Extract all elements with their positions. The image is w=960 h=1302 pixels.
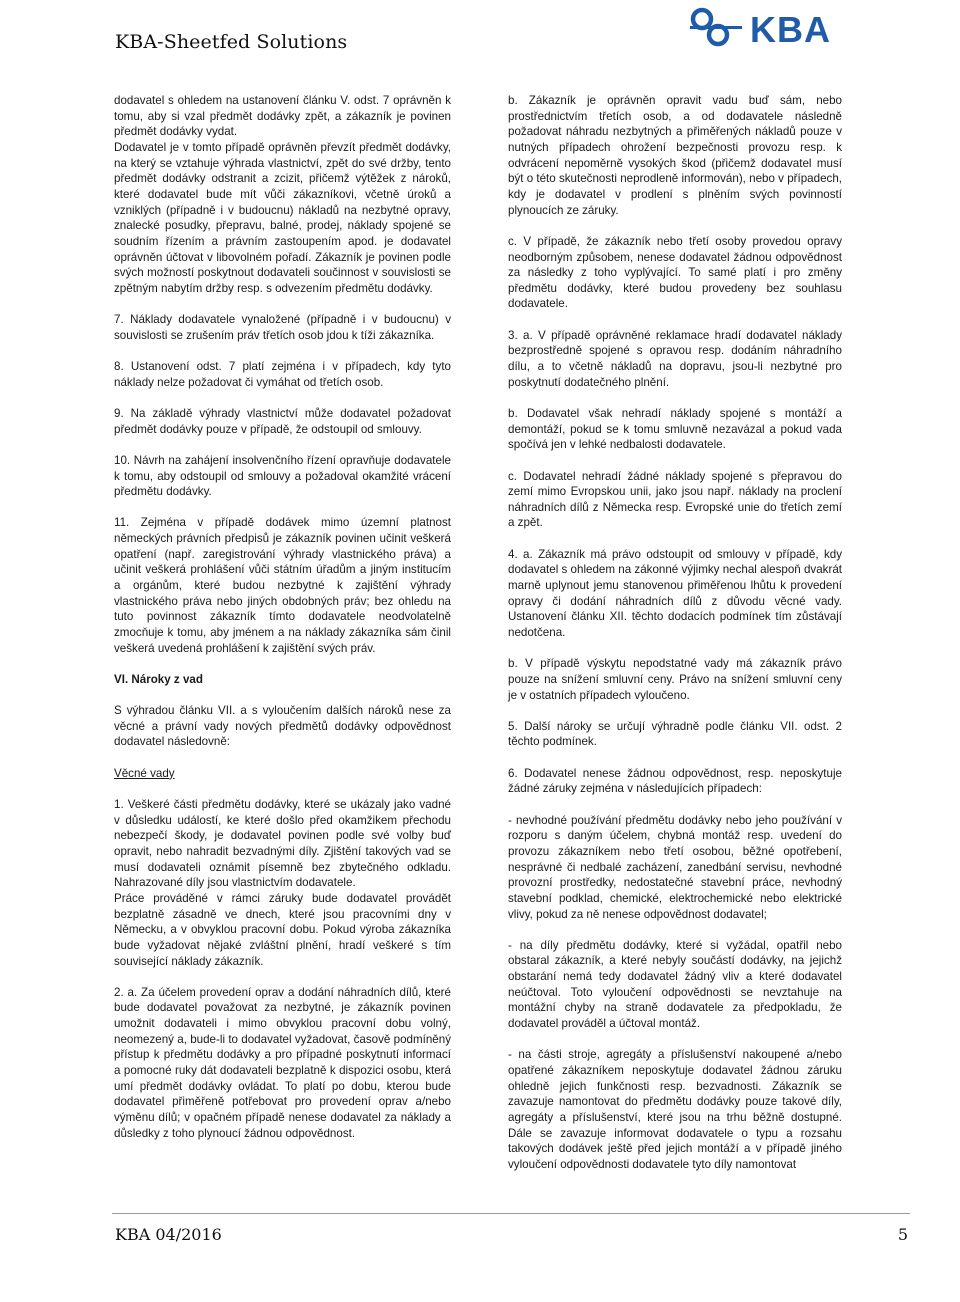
footer-divider: [112, 1213, 910, 1214]
paragraph: 5. Další nároky se určují výhradně podle článku VII. odst. 2 těchto podmínek.: [508, 719, 842, 749]
paragraph: 1. Veškeré části předmětu dodávky, které se ukázaly jako vadné v důsledku událostí, ke které došlo před okamžikem přechodu nebezpečí škody, je dodavatel povinen podle své volby buď opravit, nebo nahradit bezvadnými díly. Zjištění takových vad se musí dodavateli oznámit písemně bez zbytečného odkladu. Nahrazované díly jsou vlastnictvím dodavatele.: [114, 797, 451, 890]
paragraph: 3. a. V případě oprávněné reklamace hradí dodavatel náklady bezprostředně spojené s opravou resp. dodáním náhradního dílu, a to včetně nákladů na dopravu, jsou-li nezbytné pro poskytnutí dodatečného plnění.: [508, 328, 842, 389]
paragraph: - na díly předmětu dodávky, které si vyžádal, opatřil nebo obstaral zákazník, a které nebyly součástí dodávky, na jejichž obstarání nemá tedy dodavatel žádný vliv a které dodavatel neúčtoval. Toto vyloučení odpovědnosti se nevztahuje na montážní chyby na straně dodavatele za předpokladu, že dodavatel prováděl a účtoval montáž.: [508, 938, 842, 1031]
paragraph: b. Dodavatel však nehradí náklady spojené s montáží a demontáží, pokud se k tomu smluvně nezavázal a pokud vada spočívá jen v lehké nedbalosti dodavatele.: [508, 406, 842, 452]
paragraph: Dodavatel je v tomto případě oprávněn převzít předmět dodávky, na který se vztahuje výhrada vlastnictví, zpět do své držby, tento předmět dodávky odstranit a zcizit, přičemž výtěžek z nároků, které dodavatel bude mít vůči zákazníkovi, včetně úroků a vzniklých (případně i v budoucnu) nákladů na nezbytné opravy, znalecké posudky, přepravu, balné, prodej, náklady spojené se soudním řízením a právním zastoupením apod. je dodavatel oprávněn účtovat v libovolném pořadí. Zákazník je povinen podle svých možností poskytnout dodavateli součinnost v souvislosti se zpětným nabytím držby resp. s odvezením předmětu dodávky.: [114, 140, 451, 295]
kba-logo-icon: [688, 4, 848, 50]
paragraph: 7. Náklady dodavatele vynaložené (případně i v budoucnu) v souvislosti se zrušením práv třetích osob jdou k tíži zákazníka.: [114, 313, 451, 342]
paragraph: 10. Návrh na zahájení insolvenčního řízení opravňuje dodavatele k tomu, aby odstoupil od smlouvy a požadoval okamžité vrácení předmětu dodávky.: [114, 453, 451, 499]
paragraph: 2. a. Za účelem provedení oprav a dodání náhradních dílů, které bude dodavatel považovat za nezbytné, je zákazník povinen umožnit dodavateli i mimo obvyklou pracovní dobu volný, neomezený a, bude-li to dodavatel vyžadovat, časově podmíněný přístup k předmětu dodávky a pro případné poskytnutí informací a pomocné ruky dát dodavateli bezplatně k dispozici osobu, která umí předmět dodávky ovládat. To platí po dobu, kterou bude dodavatel přiměřeně potřebovat pro provedení oprav a/nebo výměnu dílů; v opačném případě nenese dodavatel za náklady a důsledky z toho plynoucí žádnou odpovědnost.: [114, 985, 451, 1140]
section-heading: VI. Nároky z vad: [114, 672, 203, 686]
paragraph: b. V případě výskytu nepodstatné vady má zákazník právo pouze na snížení smluvní ceny. Právo na snížení smluvní ceny je v ostatních případech vyloučeno.: [508, 657, 842, 702]
paragraph: dodavatel s ohledem na ustanovení článku V. odst. 7 oprávněn k tomu, aby si vzal předmět dodávky zpět, a zákazník je povinen předmět dodávky vydat.: [114, 94, 451, 139]
paragraph: 9. Na základě výhrady vlastnictví může dodavatel požadovat předmět dodávky pouze v případě, že odstoupil od smlouvy.: [114, 406, 451, 436]
right-column: [508, 93, 842, 1188]
page-number: 5: [897, 1225, 908, 1244]
paragraph: 6. Dodavatel nenese žádnou odpovědnost, resp. neposkytuje žádné záruky zejména v následujících případech:: [508, 766, 842, 796]
footer-edition: KBA 04/2016: [115, 1225, 222, 1244]
paragraph: - nevhodné používání předmětu dodávky nebo jeho používání v rozporu s daným účelem, chybná montáž resp. uvedení do provozu zákazníkem nebo třetí osobou, běžné opotřebení, nesprávné či nedbalé zacházení, zanedbání servisu, nevhodné provozní prostředky, nedostatečné stavební práce, nevhodný stavební podklad, chemické, elektrochemické nebo elektrické vlivy, pokud za ně nenese odpovědnost dodavatel;: [508, 813, 842, 921]
paragraph: c. V případě, že zákazník nebo třetí osoby provedou opravy neodborným způsobem, nenese dodavatel žádnou odpovědnost za následky z toho vyplývající. To samé platí i pro změny předmětu dodávky, které budou provedeny bez souhlasu dodavatele.: [508, 234, 842, 311]
logo-text: KBA: [750, 9, 831, 50]
paragraph: b. Zákazník je oprávněn opravit vadu buď sám, nebo prostřednictvím třetích osob, a od dodavatele následně požadovat náhradu nezbytných a přiměřených nákladů pouze v nutných případech ohrožení bezpečnosti provozu resp. k odvrácení nepoměrně vysokých škod (přičemž dodavatel musí být o této skutečnosti neprodleně informován), nebo v případech, kdy je dodavatel v prodlení s plněním svých povinností plynoucích ze záruky.: [508, 94, 842, 217]
subsection-heading: Věcné vady: [114, 766, 175, 780]
paragraph: S výhradou článku VII. a s vyloučením dalších nároků nese za věcné a právní vady nových předmětů dodávky odpovědnost dodavatel následovně:: [114, 704, 451, 749]
paragraph: Práce prováděné v rámci záruky bude dodavatel provádět bezplatně zásadně ve dnech, které jsou pracovními dny v Německu, a v obvyklou pracovní dobu. Pokud výroba zákazníka bude vyžadovat nějaké zvláštní plnění, hradí veškeré s tím související náklady zákazník.: [114, 891, 451, 968]
paragraph: 4. a. Zákazník má právo odstoupit od smlouvy v případě, kdy dodavatel s ohledem na zákonné výjimky nechal alespoň dvakrát marně uplynout jemu stanovenou přiměřenou lhůtu k provedení opravy či dodání náhradních dílů z důvodu věcné vady. Ustanovení článku XII. těchto dodacích podmínek tím zůstávají nedotčena.: [508, 547, 842, 639]
document-header-title: KBA-Sheetfed Solutions: [115, 31, 348, 53]
paragraph: 11. Zejména v případě dodávek mimo územní platnost německých právních předpisů je zákazník povinen učinit veškerá opatření (např. zaregistrování výhrady vlastnického práva) a učinit veškerá prohlášení vůči státním úřadům a jiným institucím a orgánům, které budou nezbytné k zajištění výhrady vlastnického práva nebo jiných obdobných práv; bez ohledu na tuto povinnost zákazník tímto dodavatele neodvolatelně zmocňuje k tomu, aby jménem a na náklady zákazníka sám činil veškerá uvedená prohlášení k zajištění svých práv.: [114, 516, 451, 655]
paragraph: - na části stroje, agregáty a příslušenství nakoupené a/nebo opatřené zákazníkem neposkytuje dodavatel žádnou záruku ohledně jejich funkčnosti resp. bezvadnosti. Zákazník se zavazuje namontovat do předmětu dodávky pouze takové díly, agregáty a příslušenství, které jsou na trhu běžně dostupné. Dále se zavazuje informovat dodavatele o typu a rozsahu takových dodávek ještě před jejich montáží a v případě jiného vyloučení odpovědnosti dodavatele tyto díly namontovat: [508, 1048, 842, 1171]
left-column: [114, 93, 451, 1157]
paragraph: c. Dodavatel nehradí žádné náklady spojené s přepravou do zemí mimo Evropskou unii, jako jsou např. náklady na proclení náhradních dílů z Německa resp. Evropské unie do třetích zemí a zpět.: [508, 469, 842, 530]
paragraph: 8. Ustanovení odst. 7 platí zejména i v případech, kdy tyto náklady nelze požadovat či vymáhat od třetích osob.: [114, 360, 451, 389]
